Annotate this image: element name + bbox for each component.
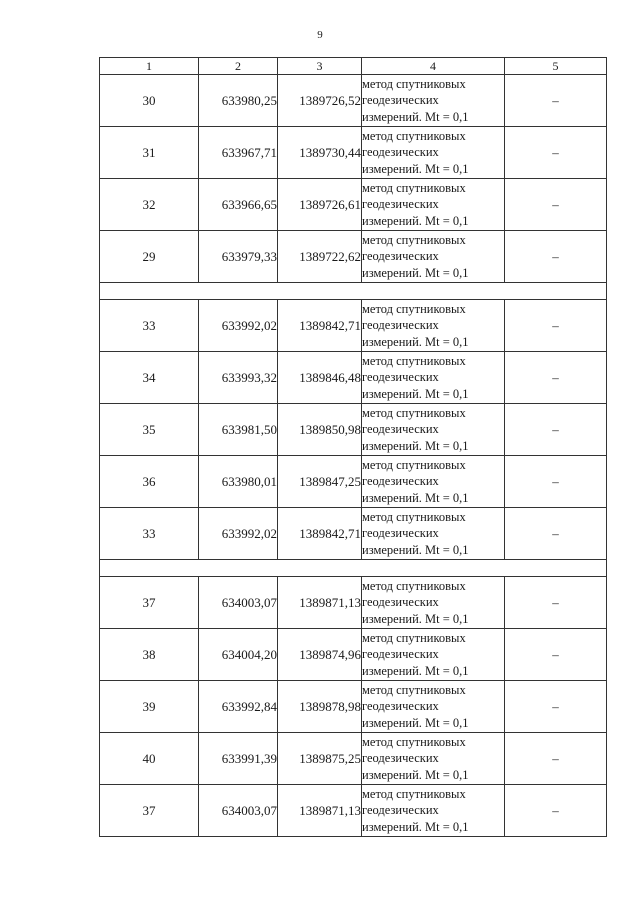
x-coordinate: 634003,07: [199, 785, 278, 837]
y-coordinate: 1389878,98: [278, 681, 362, 733]
method-cell: [362, 404, 505, 456]
method-text: метод спутниковых: [362, 301, 466, 316]
group-separator: [100, 560, 607, 577]
x-coordinate: 633991,39: [199, 733, 278, 785]
point-number: 38: [100, 629, 199, 681]
y-coordinate: 1389875,25: [278, 733, 362, 785]
method-cell: [362, 75, 505, 127]
x-coordinate: 633993,32: [199, 352, 278, 404]
description-cell: –: [505, 179, 607, 231]
y-coordinate: 1389842,71: [278, 508, 362, 560]
page-number: 9: [317, 29, 323, 41]
table-body: [100, 75, 607, 837]
point-number: 33: [100, 508, 199, 560]
method-text: измерений. Mt = 0,1: [362, 663, 469, 678]
method-text: измерений. Mt = 0,1: [362, 819, 469, 834]
x-coordinate: 633992,84: [199, 681, 278, 733]
method-text: метод спутниковых: [362, 509, 466, 524]
x-coordinate: 633966,65: [199, 179, 278, 231]
table-row: [100, 75, 607, 127]
method-text: метод спутниковых: [362, 405, 466, 420]
method-text: метод спутниковых: [362, 786, 466, 801]
header-row: [100, 58, 607, 75]
method-cell: [362, 629, 505, 681]
description-cell: –: [505, 629, 607, 681]
point-number: 36: [100, 456, 199, 508]
y-coordinate: 1389722,62: [278, 231, 362, 283]
x-coordinate: 633992,02: [199, 508, 278, 560]
point-number: 32: [100, 179, 199, 231]
description-cell: –: [505, 508, 607, 560]
x-coordinate: 634003,07: [199, 577, 278, 629]
y-coordinate: 1389842,71: [278, 300, 362, 352]
point-number: 39: [100, 681, 199, 733]
y-coordinate: 1389850,98: [278, 404, 362, 456]
method-text: геодезических: [362, 370, 439, 385]
method-cell: [362, 127, 505, 179]
method-text: геодезических: [362, 751, 439, 766]
description-cell: –: [505, 231, 607, 283]
method-text: метод спутниковых: [362, 76, 466, 91]
point-number: 34: [100, 352, 199, 404]
method-text: измерений. Mt = 0,1: [362, 715, 469, 730]
method-text: измерений. Mt = 0,1: [362, 611, 469, 626]
description-cell: –: [505, 127, 607, 179]
group-separator: [100, 283, 607, 300]
table-row: [100, 231, 607, 283]
y-coordinate: 1389730,44: [278, 127, 362, 179]
x-coordinate: 634004,20: [199, 629, 278, 681]
point-number: 40: [100, 733, 199, 785]
method-text: метод спутниковых: [362, 232, 466, 247]
table-row: [100, 785, 607, 837]
method-text: метод спутниковых: [362, 180, 466, 195]
x-coordinate: 633981,50: [199, 404, 278, 456]
method-text: геодезических: [362, 647, 439, 662]
method-text: измерений. Mt = 0,1: [362, 109, 469, 124]
method-cell: [362, 733, 505, 785]
header-cell: 5: [505, 58, 607, 75]
method-text: геодезических: [362, 595, 439, 610]
method-text: геодезических: [362, 145, 439, 160]
method-text: геодезических: [362, 197, 439, 212]
x-coordinate: 633980,01: [199, 456, 278, 508]
x-coordinate: 633980,25: [199, 75, 278, 127]
table-row: [100, 127, 607, 179]
table-row: [100, 733, 607, 785]
table-row: [100, 629, 607, 681]
method-text: измерений. Mt = 0,1: [362, 265, 469, 280]
method-text: геодезических: [362, 474, 439, 489]
header-cell: 3: [278, 58, 362, 75]
method-cell: [362, 681, 505, 733]
header-cell: 1: [100, 58, 199, 75]
table-row: [100, 352, 607, 404]
method-cell: [362, 352, 505, 404]
method-text: геодезических: [362, 249, 439, 264]
y-coordinate: 1389846,48: [278, 352, 362, 404]
coordinates-table: [99, 57, 607, 837]
description-cell: –: [505, 733, 607, 785]
table-row: [100, 300, 607, 352]
point-number: 30: [100, 75, 199, 127]
table-row: [100, 179, 607, 231]
method-text: геодезических: [362, 422, 439, 437]
table-row: [100, 456, 607, 508]
table-row: [100, 681, 607, 733]
method-text: метод спутниковых: [362, 734, 466, 749]
method-text: метод спутниковых: [362, 682, 466, 697]
x-coordinate: 633967,71: [199, 127, 278, 179]
method-text: геодезических: [362, 318, 439, 333]
method-text: метод спутниковых: [362, 578, 466, 593]
y-coordinate: 1389726,52: [278, 75, 362, 127]
method-text: измерений. Mt = 0,1: [362, 386, 469, 401]
separator-cell: [100, 283, 607, 300]
x-coordinate: 633992,02: [199, 300, 278, 352]
y-coordinate: 1389847,25: [278, 456, 362, 508]
method-cell: [362, 179, 505, 231]
method-cell: [362, 300, 505, 352]
header-cell: 2: [199, 58, 278, 75]
point-number: 35: [100, 404, 199, 456]
method-text: измерений. Mt = 0,1: [362, 542, 469, 557]
point-number: 37: [100, 785, 199, 837]
method-text: геодезических: [362, 699, 439, 714]
y-coordinate: 1389871,13: [278, 577, 362, 629]
method-text: измерений. Mt = 0,1: [362, 334, 469, 349]
method-text: метод спутниковых: [362, 457, 466, 472]
method-cell: [362, 577, 505, 629]
y-coordinate: 1389874,96: [278, 629, 362, 681]
method-cell: [362, 456, 505, 508]
table-row: [100, 508, 607, 560]
point-number: 29: [100, 231, 199, 283]
method-cell: [362, 231, 505, 283]
point-number: 37: [100, 577, 199, 629]
description-cell: –: [505, 577, 607, 629]
method-text: метод спутниковых: [362, 128, 466, 143]
description-cell: –: [505, 404, 607, 456]
x-coordinate: 633979,33: [199, 231, 278, 283]
method-text: геодезических: [362, 803, 439, 818]
method-text: измерений. Mt = 0,1: [362, 161, 469, 176]
table-row: [100, 577, 607, 629]
method-text: метод спутниковых: [362, 630, 466, 645]
method-cell: [362, 785, 505, 837]
description-cell: –: [505, 456, 607, 508]
description-cell: –: [505, 75, 607, 127]
y-coordinate: 1389871,13: [278, 785, 362, 837]
description-cell: –: [505, 300, 607, 352]
method-text: измерений. Mt = 0,1: [362, 490, 469, 505]
table-row: [100, 404, 607, 456]
description-cell: –: [505, 352, 607, 404]
method-text: измерений. Mt = 0,1: [362, 438, 469, 453]
method-text: измерений. Mt = 0,1: [362, 767, 469, 782]
point-number: 31: [100, 127, 199, 179]
separator-cell: [100, 560, 607, 577]
method-text: геодезических: [362, 93, 439, 108]
description-cell: –: [505, 785, 607, 837]
y-coordinate: 1389726,61: [278, 179, 362, 231]
method-text: измерений. Mt = 0,1: [362, 213, 469, 228]
method-text: метод спутниковых: [362, 353, 466, 368]
point-number: 33: [100, 300, 199, 352]
method-cell: [362, 508, 505, 560]
header-cell: 4: [362, 58, 505, 75]
description-cell: –: [505, 681, 607, 733]
method-text: геодезических: [362, 526, 439, 541]
